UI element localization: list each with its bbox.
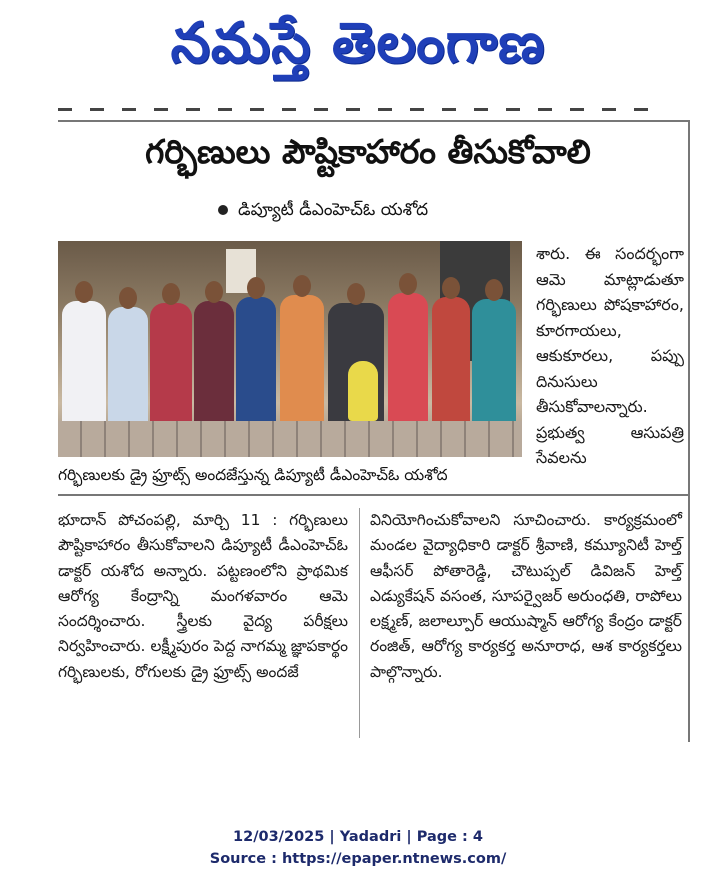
cut-edge-mark (122, 108, 136, 111)
photo-person-figure (432, 297, 470, 427)
right-top-column (536, 241, 684, 471)
left-column (58, 508, 348, 685)
footer (0, 826, 716, 870)
newspaper-logo: నమస్తే తెలంగాణ (170, 11, 546, 76)
photo-person-head (347, 283, 365, 305)
cut-edge-mark (186, 108, 200, 111)
cut-edge-mark (218, 108, 232, 111)
photo-person-head (485, 279, 503, 301)
photo-person-figure (280, 295, 324, 427)
right-column-paragraph: వినియోగించుకోవాలని సూచించారు. కార్యక్రమంలో మండల వైద్యాధికారి డాక్టర్ శ్రీవాణి, కమ్యూనిటీ హెల్త్ ఆఫీసర్ పోతారెడ్డి, చౌటుప్పల్ డివిజన్ హెల్త్ ఎడ్యుకేషన్ వసంత, సూపర్వైజర్ అరుంధతి, రాపోలు లక్ష్మణ్, జలాల్పూర్ ఆయుష్మాన్ ఆరోగ్య కేంద్రం డాక్టర్ రంజిత్, ఆరోగ్య కార్యకర్త అనూరాధ, ఆశ కార్యకర్తలు పాల్గొన్నారు. (370, 511, 682, 681)
photo-person-figure (194, 301, 234, 427)
cut-edge-mark (474, 108, 488, 111)
cut-edge-mark (634, 108, 648, 111)
right-rule (688, 120, 690, 742)
cut-edge-mark (90, 108, 104, 111)
photo-person-figure (62, 301, 106, 431)
photo-person-head (247, 277, 265, 299)
photo-person-head (205, 281, 223, 303)
cut-edge-mark (250, 108, 264, 111)
cut-edge-mark (410, 108, 424, 111)
cut-edge-mark (314, 108, 328, 111)
cut-edge-mark (442, 108, 456, 111)
left-column-paragraph: భూదాన్ పోచంపల్లి, మార్చి 11 : గర్భిణులు పౌష్టికాహారం తీసుకోవాలని డిప్యూటీ డీఎంహెచ్ఓ డాక్టర్ యశోద అన్నారు. పట్టణంలోని ప్రాథమిక ఆరోగ్య కేంద్రాన్ని మంగళవారం ఆమె సందర్శించారు. స్త్రీలకు వైద్య పరీక్షలు నిర్వహించారు. లక్ష్మీపురం పెద్ద నాగమ్మ జ్ఞాపకార్థం గర్భిణులకు, రోగులకు డ్రై ఫ్రూట్స్ అందజే (58, 511, 348, 681)
cut-edge-mark (154, 108, 168, 111)
cut-edge-mark (602, 108, 616, 111)
cut-edge-mark (570, 108, 584, 111)
subhead-text: డిప్యూటీ డీఎంహెచ్ఓ యశోద (238, 200, 429, 220)
caption-rule (58, 494, 688, 496)
photo-person-figure (472, 299, 516, 429)
photo-person-figure (108, 307, 148, 427)
photo-person-figure (388, 293, 428, 427)
photo-person-head (162, 283, 180, 305)
masthead (0, 4, 716, 84)
cut-edge-mark (346, 108, 360, 111)
right-column (370, 508, 682, 685)
article-subhead (218, 200, 428, 224)
photo-floor (58, 421, 522, 457)
photo-person-head (293, 275, 311, 297)
photo-person-figure (236, 297, 276, 427)
cut-top-edge (58, 96, 690, 114)
cut-edge-mark (58, 108, 72, 111)
cut-edge-mark (378, 108, 392, 111)
cut-edge-mark (506, 108, 520, 111)
news-clipping (58, 96, 690, 742)
column-divider (359, 508, 360, 738)
bullet-icon (218, 205, 228, 215)
photo-person-head (399, 273, 417, 295)
cut-edge-mark (538, 108, 552, 111)
photo-person-head (119, 287, 137, 309)
photo-person-head (75, 281, 93, 303)
top-rule (58, 120, 690, 122)
photo-caption: గర్భిణులకు డ్రై ఫ్రూట్స్ అందజేస్తున్న డిప్యూటీ డీఎంహెచ్ఓ యశోద (58, 466, 448, 484)
photo-person-figure (150, 303, 192, 431)
right-top-paragraph: శారు. ఈ సందర్భంగా ఆమె మాట్లాడుతూ గర్భిణులు పోషకాహారం, కూరగాయలు, ఆకుకూరలు, పప్పు దినుసులు తీసుకోవాలన్నారు. ప్రభుత్వ ఆసుపత్రి సేవలను (536, 244, 684, 467)
article-headline: గర్భిణులు పౌష్టికాహారం తీసుకోవాలి (145, 132, 591, 171)
footer-date-line: 12/03/2025 | Yadadri | Page : 4 (233, 829, 483, 845)
article-photo (58, 241, 522, 457)
cut-edge-mark (282, 108, 296, 111)
photo-person-figure (348, 361, 378, 421)
photo-person-head (442, 277, 460, 299)
footer-source-line: Source : https://epaper.ntnews.com/ (209, 851, 507, 867)
